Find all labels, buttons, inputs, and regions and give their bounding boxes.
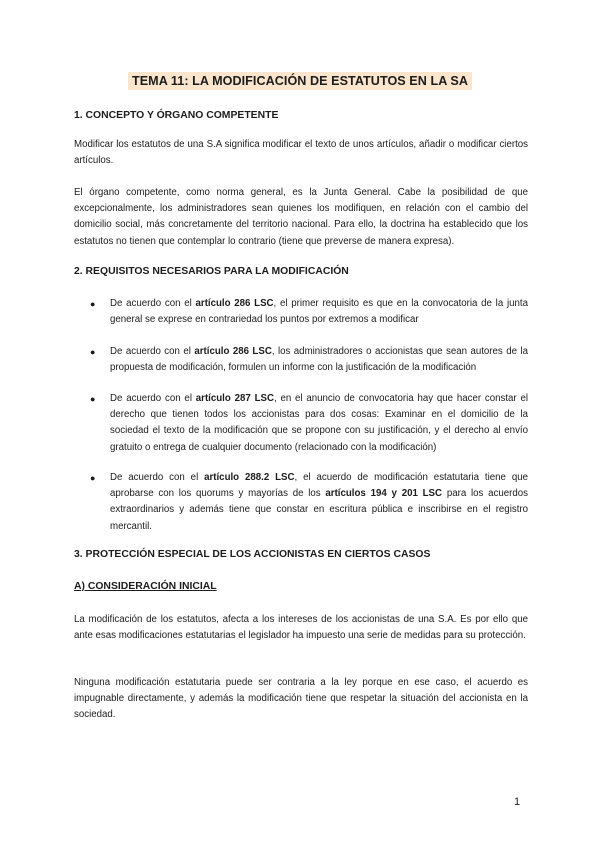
section-1-paragraph-1: Modificar los estatutos de una S.A significa modificar el texto de unos artículos, añadir o modificar ciertos artículos.	[74, 139, 528, 167]
article-reference-2: artículos 194 y 201 LSC	[325, 488, 443, 500]
item-text-pre: De acuerdo con el	[110, 393, 196, 404]
item-text-post: , en el anuncio de convocatoria hay que hacer constar el derecho que tienen todos los accionistas para dos cosas: Examinar en el domicilio de la sociedad el texto de la modificación que se propone con su justificación, y el derecho al envío gratuito o entrega de cualquier documento (relacionado con la modificación)	[110, 393, 528, 453]
bullet-marker: ●	[90, 347, 96, 357]
section-3-paragraph-1: La modificación de los estatutos, afecta a los intereses de los accionistas de una S.A. Es por ello que ante esas modificaciones estatutarias el legislador ha impuesto una serie de medidas para su protección.	[74, 614, 528, 642]
title-container	[0, 72, 600, 90]
section-3-heading: 3. PROTECCIÓN ESPECIAL DE LOS ACCIONISTAS EN CIERTOS CASOS	[74, 549, 431, 560]
section-1-heading: 1. CONCEPTO Y ÓRGANO COMPETENTE	[74, 110, 279, 121]
item-text-mid: , el acuerdo de modificación estatutaria tiene que aprobarse con los quorums y mayorías de los	[110, 472, 528, 500]
item-text-pre: De acuerdo con el	[110, 298, 196, 309]
article-reference: artículo 286 LSC	[195, 298, 274, 309]
article-reference: artículo 288.2 LSC	[204, 472, 295, 483]
article-reference: artículo 287 LSC	[195, 393, 274, 404]
item-text-post: , los administradores o accionistas que sean autores de la propuesta de modificación, formulen un informe con la justificación de la modificación	[110, 346, 528, 374]
item-text-post: , el primer requisito es que en la convocatoria de la junta general se exprese en contrariedad los puntos por extremos a modificar	[110, 298, 528, 326]
item-text-pre: De acuerdo con el	[110, 472, 205, 483]
section-3-subheading: A) CONSIDERACIÓN INICIAL	[74, 581, 217, 592]
document-title: TEMA 11: LA MODIFICACIÓN DE ESTATUTOS EN LA SA	[128, 72, 472, 90]
page-number: 1	[514, 796, 521, 808]
bullet-marker: ●	[90, 299, 96, 309]
article-reference: artículo 286 LSC	[194, 346, 272, 357]
section-1-paragraph-2: El órgano competente, como norma general, es la Junta General. Cabe la posibilidad de que excepcionalmente, los administradores sean quienes los modifiquen, en relación con el cambio del domicilio social, más concretamente del territorio nacional. Para ello, la doctrina ha establecido que los estatutos no tienen que contemplar lo contrario (tiene que preverse de manera expresa).	[74, 187, 528, 247]
item-text-pre: De acuerdo con el	[110, 346, 195, 357]
item-text-post: para los acuerdos extraordinarios y además tiene que constar en escritura pública e inscribirse en el registro mercantil.	[110, 488, 529, 532]
requirement-item-4	[110, 470, 528, 535]
section-3-paragraph-2: Ninguna modificación estatutaria puede ser contraria a la ley porque en ese caso, el acuerdo es impugnable directamente, y además la modificación tiene que respetar la situación del accionista en la sociedad.	[74, 677, 528, 721]
requirement-item-2	[110, 344, 528, 376]
requirement-item-3	[110, 391, 528, 456]
section-2-heading: 2. REQUISITOS NECESARIOS PARA LA MODIFICACIÓN	[74, 266, 349, 277]
requirement-item-1	[110, 296, 528, 328]
bullet-marker: ●	[90, 394, 96, 404]
bullet-marker: ●	[90, 473, 96, 483]
